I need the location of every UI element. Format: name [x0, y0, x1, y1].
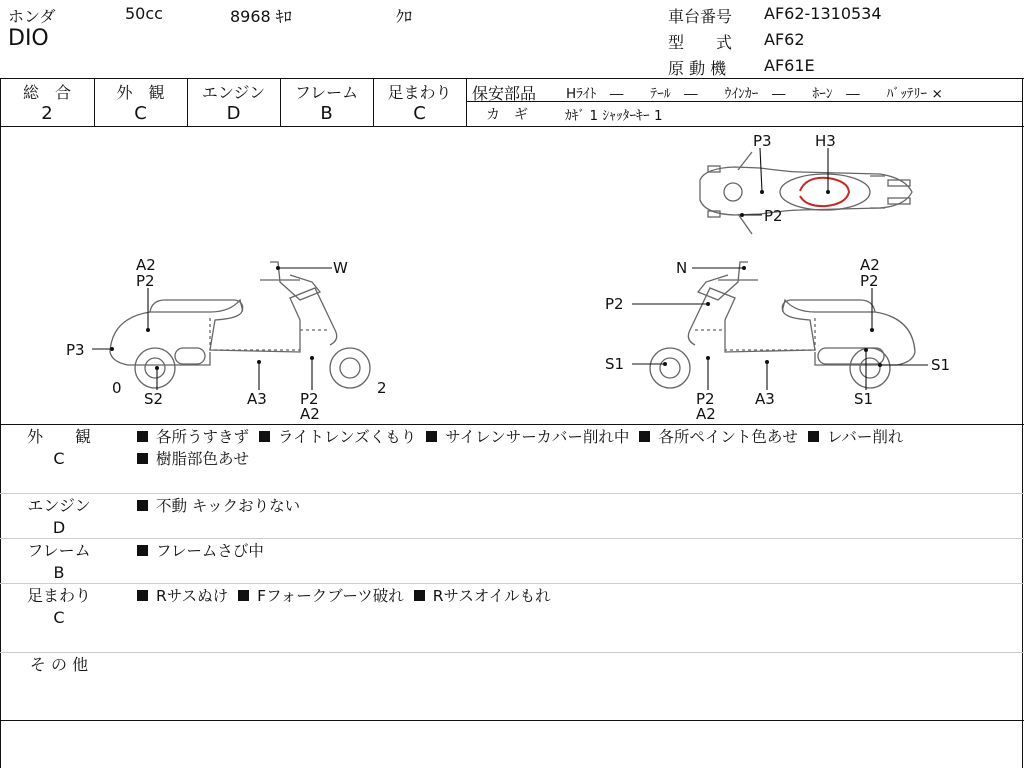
label-right-p2-bottom: P2	[696, 390, 715, 408]
list-item: 各所ペイント色あせ	[639, 428, 798, 446]
displacement: 50cc	[125, 4, 163, 23]
scooter-top-view	[700, 152, 912, 234]
section-other-label: そ の 他	[29, 655, 89, 674]
list-item: Rサスオイルもれ	[414, 587, 551, 605]
label-right-s1-bottom: S1	[854, 390, 874, 408]
divider	[0, 720, 1024, 721]
label-right-s1-front: S1	[605, 355, 625, 373]
keys-label: カ ギ	[486, 107, 528, 123]
section-exterior-items	[137, 426, 1017, 470]
section-suspension-grade: C	[53, 608, 65, 627]
list-item: 樹脂部色あせ	[137, 450, 249, 468]
score-value-overall: 2	[41, 103, 53, 124]
score-value-exterior: C	[134, 103, 147, 124]
divider	[0, 493, 1024, 494]
label-top-p3: P3	[753, 132, 772, 150]
label-left-w: W	[333, 259, 348, 277]
divider	[0, 424, 1024, 425]
keys-value: ｶｷﾞ 1 ｼｬｯﾀｰｷｰ 1	[565, 108, 663, 124]
label-left-a3: A3	[247, 390, 267, 408]
maker: ホンダ	[8, 7, 56, 26]
label-right-a2-bottom: A2	[696, 405, 716, 423]
section-frame-items	[137, 540, 274, 562]
score-value-engine: D	[226, 103, 241, 124]
list-item: レバー削れ	[808, 428, 903, 446]
label-top-h3: H3	[815, 132, 836, 150]
section-engine-items	[137, 495, 310, 517]
divider	[466, 78, 467, 126]
damage-mark-h3	[800, 178, 849, 206]
score-label-frame: フレーム	[294, 83, 359, 102]
label-left-p2: P2	[136, 272, 155, 290]
section-suspension-label: 足まわり C	[14, 585, 104, 629]
list-item: サイレンサーカバー削れ中	[426, 428, 629, 446]
label-left-p2b: P2	[300, 390, 319, 408]
list-item: 不動 キックおりない	[137, 497, 300, 515]
divider	[0, 583, 1024, 584]
label-left-zero: 0	[112, 379, 122, 397]
label-right-a3: A3	[755, 390, 775, 408]
label-left-p3: P3	[66, 341, 85, 359]
color: ｸﾛ	[396, 7, 413, 26]
label-right-p2-left: P2	[605, 295, 624, 313]
label-right-n: N	[676, 259, 688, 277]
engine-label: 原 動 機	[668, 59, 727, 78]
list-item: ライトレンズくもり	[259, 428, 416, 446]
chassis-label: 車台番号	[668, 7, 733, 26]
score-label-exterior: 外 観	[116, 83, 165, 102]
type-label: 型 式	[668, 33, 733, 52]
label-right-p2: P2	[860, 272, 879, 290]
label-left-a2: A2	[136, 256, 156, 274]
divider	[0, 78, 1024, 79]
section-suspension-items	[137, 585, 561, 607]
score-value-frame: B	[320, 103, 333, 124]
score-label-engine: エンジン	[201, 83, 266, 102]
label-left-a2b: A2	[300, 405, 320, 423]
score-value-suspension: C	[413, 103, 426, 124]
label-left-s2: S2	[144, 390, 164, 408]
divider	[0, 652, 1024, 653]
damage-diagram	[0, 127, 1022, 424]
list-item: 各所うすきず	[137, 428, 249, 446]
list-item: Rサスぬけ	[137, 587, 228, 605]
section-frame-label: フレーム B	[14, 540, 104, 584]
section-engine-grade: D	[52, 518, 66, 537]
section-engine-label: エンジン D	[14, 495, 104, 539]
type-value: AF62	[764, 30, 805, 49]
score-label-overall: 総 合	[22, 83, 71, 102]
label-top-p2: P2	[764, 207, 783, 225]
section-exterior-grade: C	[53, 449, 65, 468]
safety-items: Hﾗｲﾄ ― ﾃｰﾙ ― ｳｲﾝｶｰ ― ﾎｰﾝ ― ﾊﾞｯﾃﾘｰ ×	[566, 86, 943, 102]
label-right-a2: A2	[860, 256, 880, 274]
chassis-number: AF62-1310534	[764, 4, 882, 23]
label-right-s1-rear: S1	[931, 356, 951, 374]
mileage: 8968 ｷﾛ	[230, 7, 292, 26]
model-name: DIO	[8, 26, 49, 51]
section-frame-grade: B	[53, 563, 65, 582]
divider	[1022, 78, 1023, 768]
list-item: Fフォークブーツ破れ	[238, 587, 404, 605]
divider	[0, 538, 1024, 539]
score-label-suspension: 足まわり	[387, 83, 452, 102]
label-left-two: 2	[377, 379, 387, 397]
section-exterior-label: 外 観 C	[14, 426, 104, 470]
safety-label: 保安部品	[472, 84, 537, 103]
list-item: フレームさび中	[137, 542, 264, 560]
engine-value: AF61E	[764, 56, 815, 75]
